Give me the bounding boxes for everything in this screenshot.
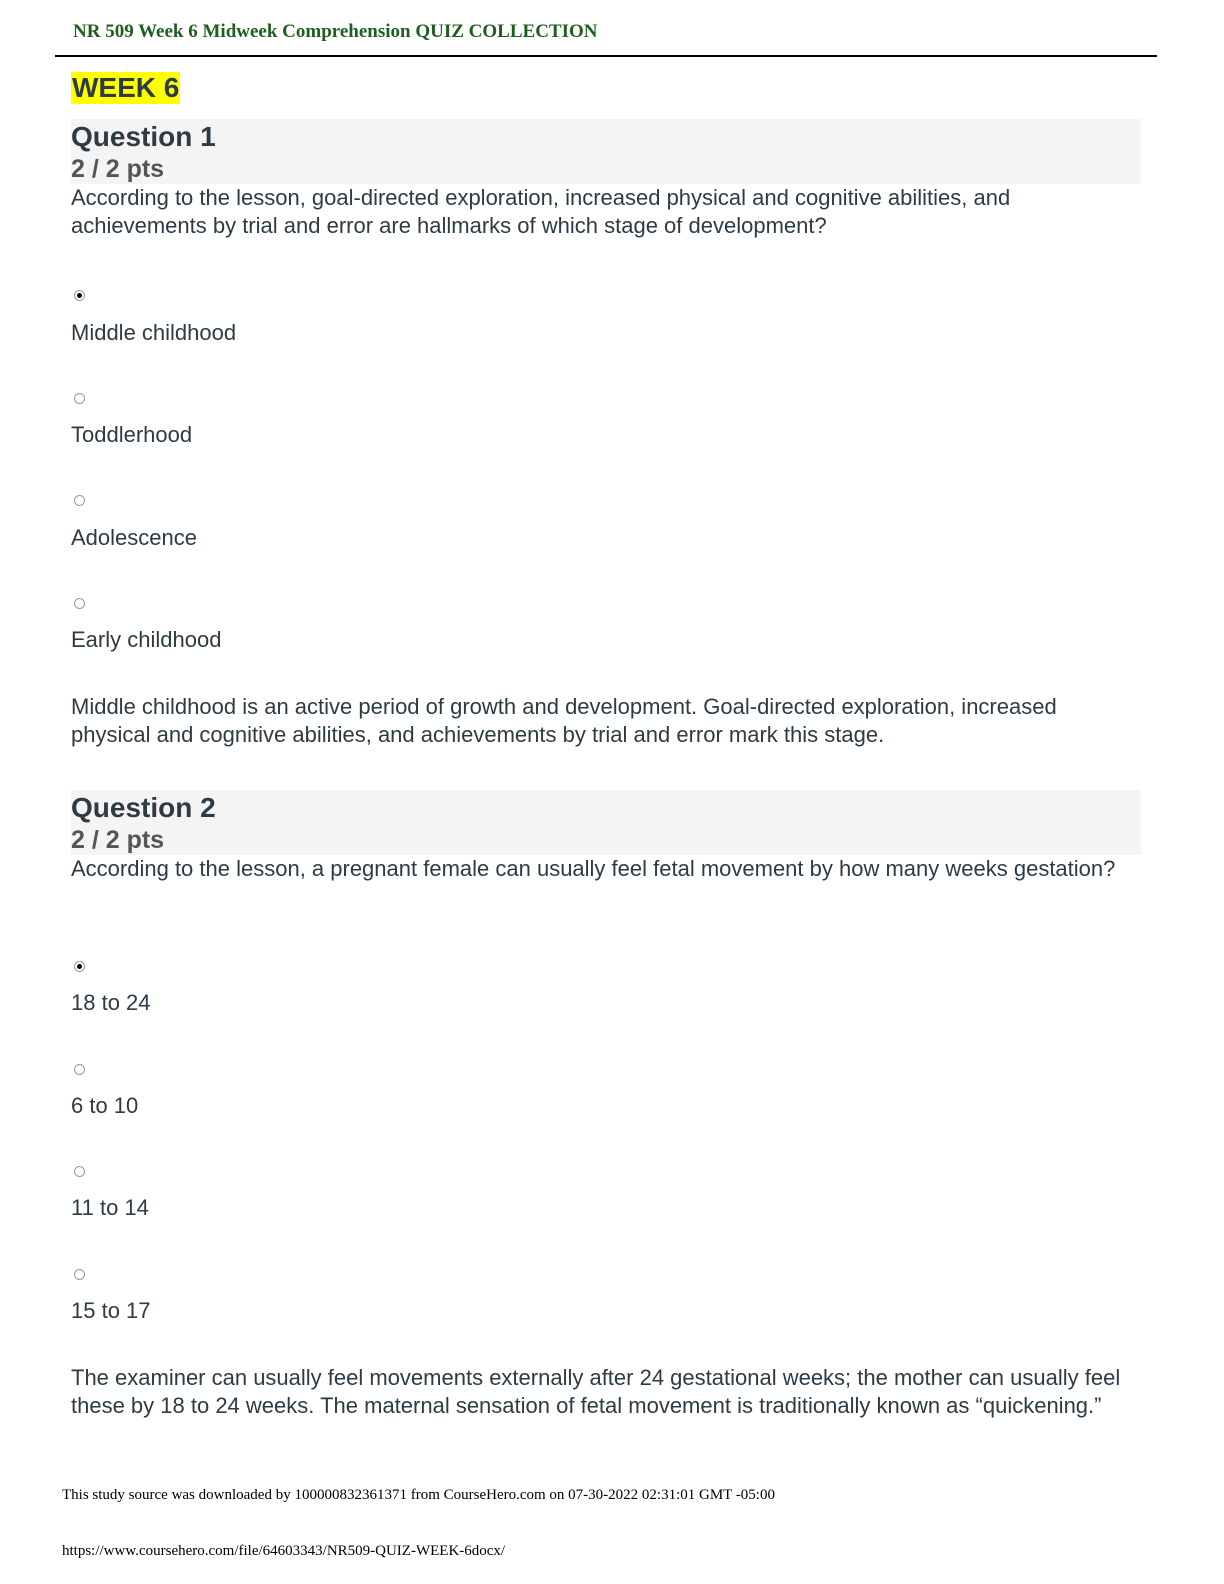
document-header-title: NR 509 Week 6 Midweek Comprehension QUIZ COLLECTION: [73, 21, 598, 42]
answer-radio-4[interactable]: [74, 598, 85, 609]
header-divider: [55, 55, 1157, 57]
answer-radio-2[interactable]: [74, 393, 85, 404]
answer-radio-3[interactable]: [74, 1166, 85, 1177]
answer-label: Early childhood: [71, 627, 222, 652]
answer-label: 11 to 14: [71, 1195, 149, 1220]
answer-radio-3[interactable]: [74, 495, 85, 506]
question-title: Question 2: [71, 792, 216, 823]
answer-label: 15 to 17: [71, 1298, 151, 1323]
question-text: According to the lesson, goal-directed exploration, increased physical and cognitive abilities, and achievements by trial and error are hallmarks of which stage of development?: [71, 185, 1011, 238]
download-note: This study source was downloaded by 100000832361371 from CourseHero.com on 07-30-2022 02:31:01 GMT -05:00: [62, 1487, 775, 1503]
answer-radio-1[interactable]: [74, 961, 85, 972]
question-text: According to the lesson, a pregnant female can usually feel fetal movement by how many weeks gestation?: [71, 856, 1116, 881]
source-url[interactable]: https://www.coursehero.com/file/64603343/NR509-QUIZ-WEEK-6docx/: [62, 1543, 506, 1559]
question-points: 2 / 2 pts: [71, 826, 165, 854]
question-title: Question 1: [71, 121, 216, 152]
question-points: 2 / 2 pts: [71, 155, 165, 183]
answer-radio-1[interactable]: [74, 290, 85, 301]
answer-radio-2[interactable]: [74, 1064, 85, 1075]
question-header-box: [71, 790, 1141, 855]
question-header-box: [71, 119, 1141, 184]
answer-label: 18 to 24: [71, 990, 151, 1015]
answer-label: Toddlerhood: [71, 422, 193, 447]
answer-label: 6 to 10: [71, 1093, 139, 1118]
week-heading: WEEK 6: [72, 72, 180, 103]
answer-explanation: Middle childhood is an active period of growth and development. Goal-directed exploration, increased physical and cognitive abilities, and achievements by trial and error mark this stage.: [71, 694, 1057, 747]
answer-explanation: The examiner can usually feel movements externally after 24 gestational weeks; the mother can usually feel these by 18 to 24 weeks. The maternal sensation of fetal movement is traditionally known as “quickening.”: [71, 1365, 1121, 1418]
answer-radio-4[interactable]: [74, 1269, 85, 1280]
answer-label: Middle childhood: [71, 320, 237, 345]
answer-label: Adolescence: [71, 525, 197, 550]
